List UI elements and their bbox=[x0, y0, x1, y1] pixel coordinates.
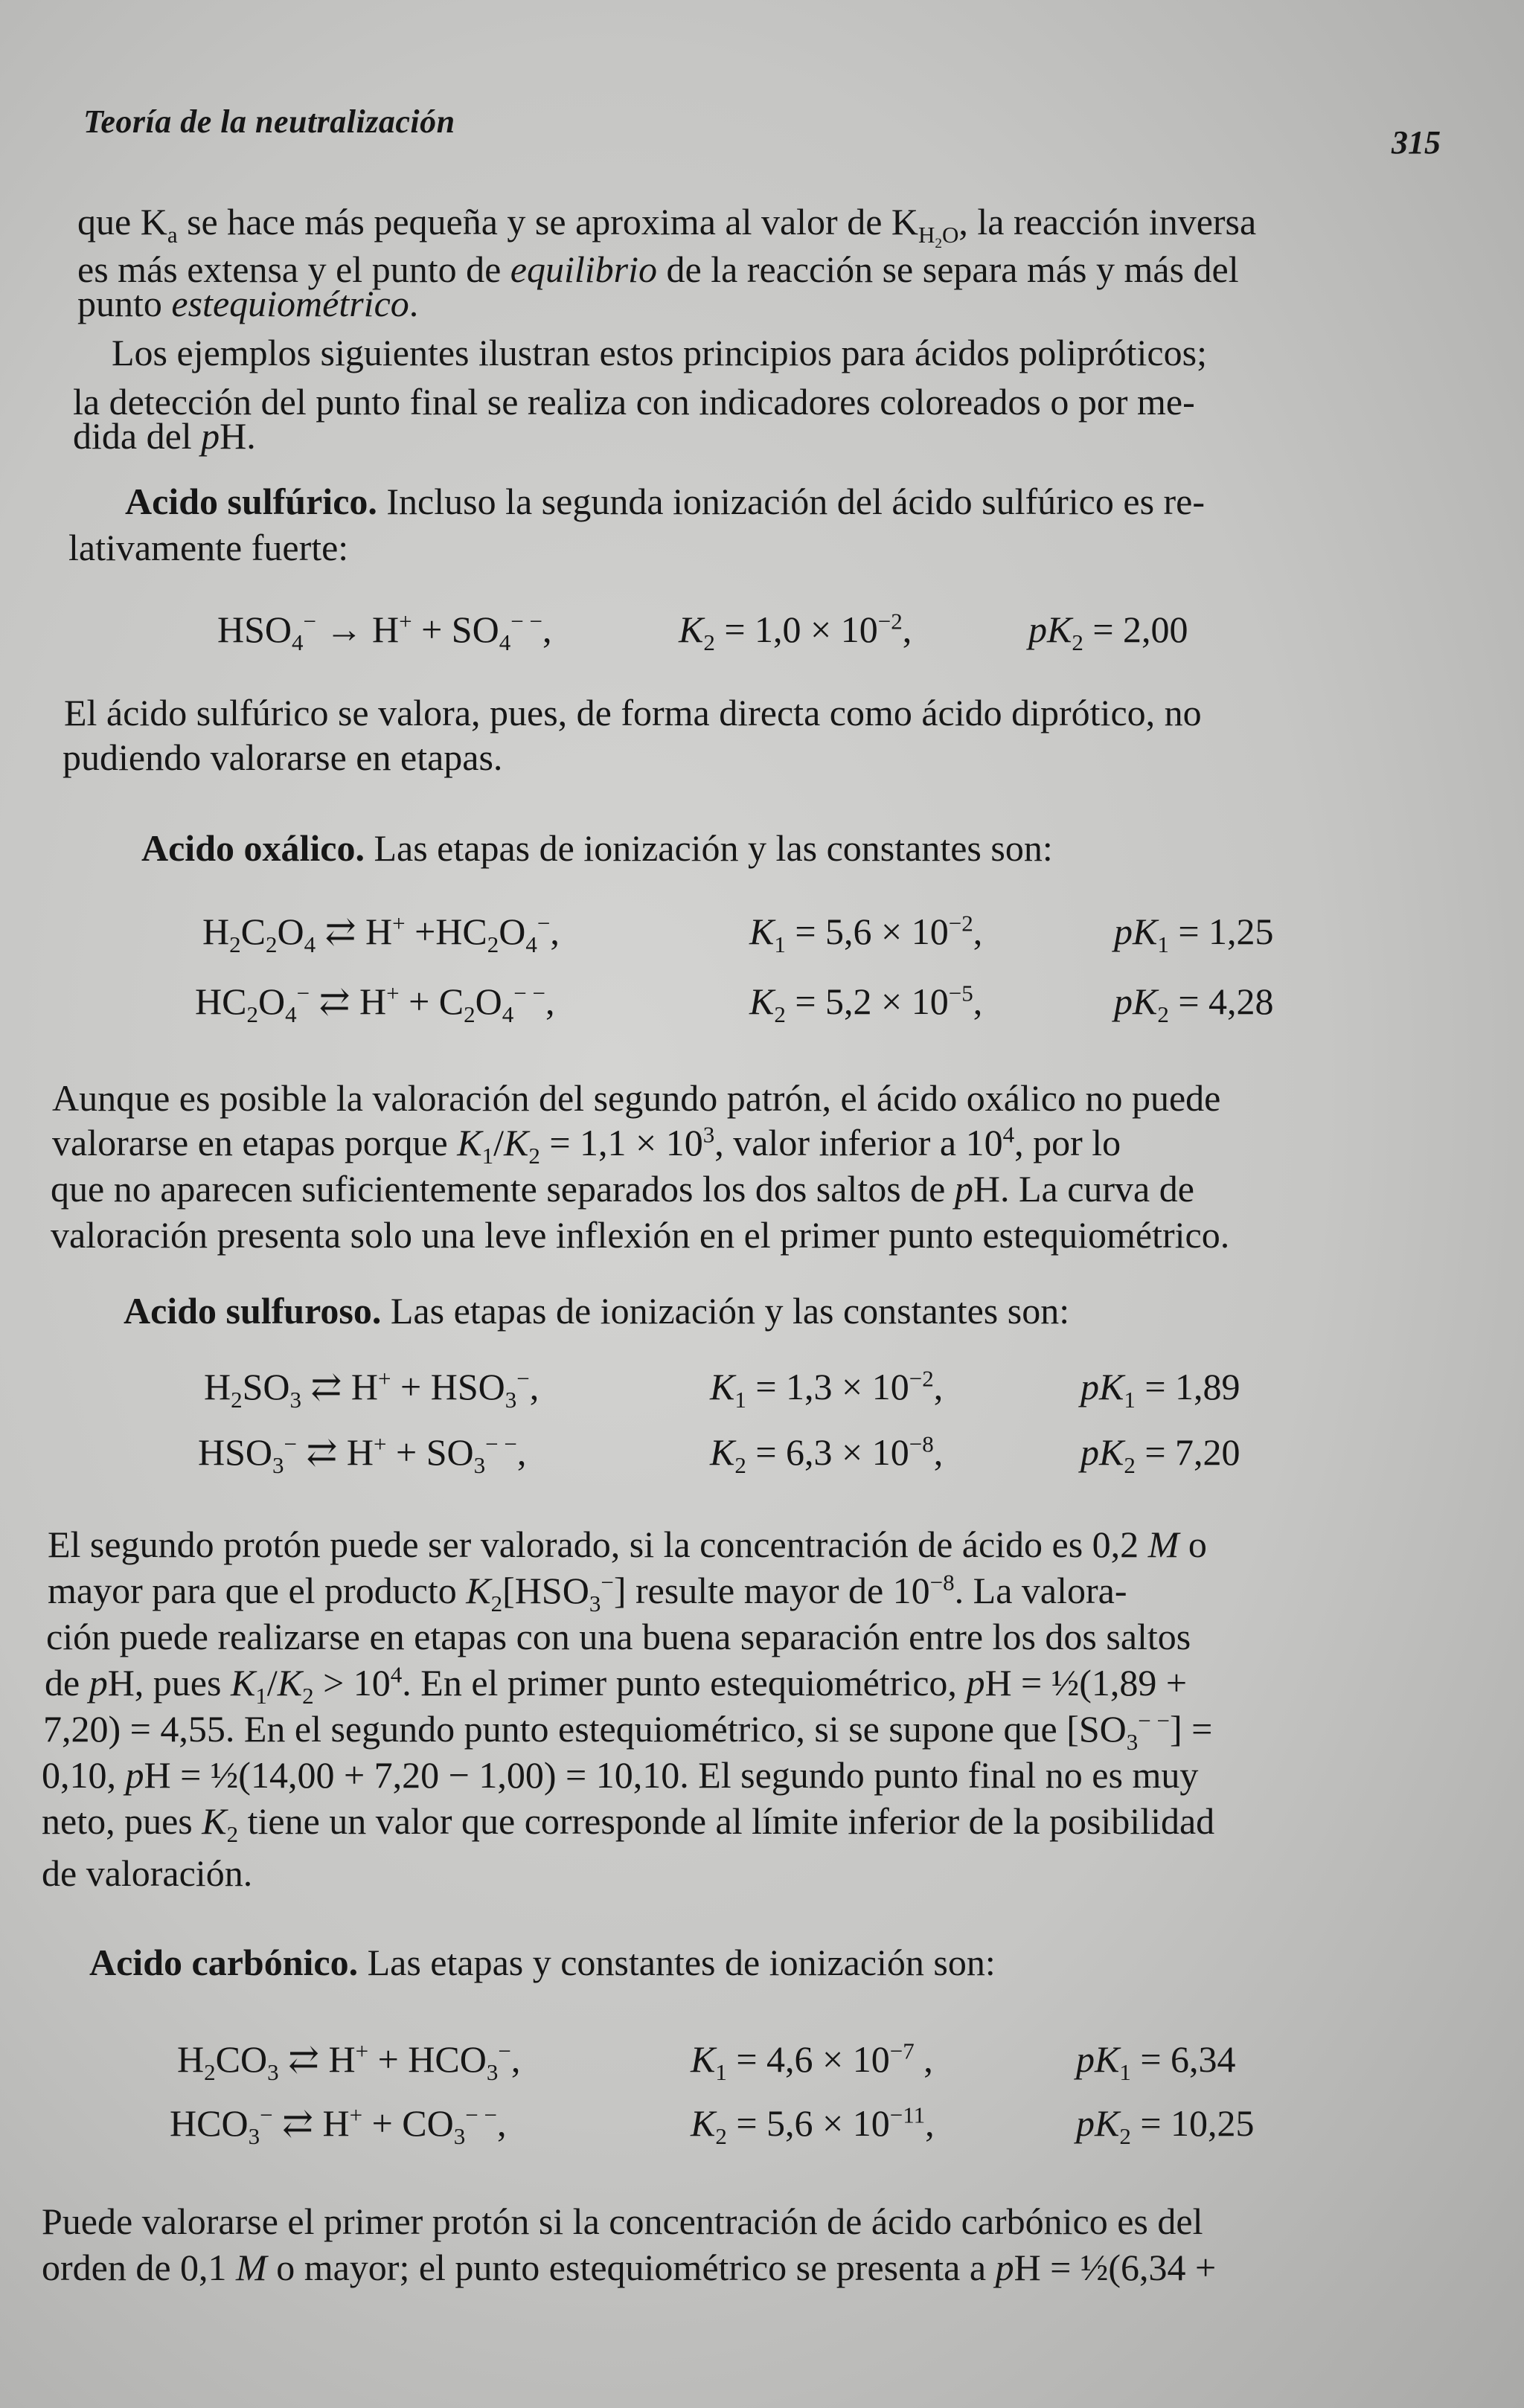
reaction: $H_2CO_3$ ⇄ $H^+ + HCO_3^-$, bbox=[177, 2038, 521, 2085]
section-sulfuroso-heading: Acido sulfuroso. Las etapas de ionización y las constantes son: bbox=[124, 1290, 1070, 1332]
page-number: 315 bbox=[1392, 124, 1441, 161]
constant-pk: $pK_2 = 10,25$ bbox=[1076, 2102, 1255, 2149]
equation-carbonico-2 bbox=[170, 2102, 1255, 2149]
equation-sulfuroso-2 bbox=[198, 1431, 1240, 1478]
section-oxalico-heading: Acido oxálico. Las etapas de ionización y las constantes son: bbox=[141, 827, 1053, 869]
equation-oxalico-1 bbox=[202, 910, 1274, 957]
text-line: lativamente fuerte: bbox=[68, 527, 349, 568]
constant-pk: $pK_2 = 2,00$ bbox=[1028, 609, 1188, 655]
text-line: Aunque es posible la valoración del segundo patrón, el ácido oxálico no puede bbox=[52, 1077, 1221, 1119]
text-line: la detección del punto final se realiza con indicadores coloreados o por me- bbox=[73, 381, 1195, 423]
text-line: que $K_a$ se hace más pequeña y se aproxima al valor de $K_{H_2O}$, la reacción inversa bbox=[77, 201, 1257, 252]
equation-sulfuroso-1 bbox=[204, 1365, 1240, 1413]
text-line: ción puede realizarse en etapas con una buena separación entre los dos saltos bbox=[46, 1616, 1191, 1657]
constant-k: $K_2 = 5,2 \times 10^{-5}$, bbox=[749, 980, 983, 1027]
text-line: El segundo protón puede ser valorado, si la concentración de ácido es 0,2 M o bbox=[48, 1524, 1207, 1565]
reaction: $HSO_4^- \to H^+ + SO_4^{- -}$, bbox=[217, 608, 552, 655]
constant-k: $K_2 = 6,3 \times 10^{-8}$, bbox=[710, 1431, 944, 1478]
text-line: valoración presenta solo una leve inflexión en el primer punto estequiométrico. bbox=[51, 1214, 1230, 1256]
text-line: orden de 0,1 M o mayor; el punto estequiométrico se presenta a pH = ½(6,34 + bbox=[42, 2247, 1217, 2288]
text-line: 0,10, pH = ½(14,00 + 7,20 − 1,00) = 10,10. El segundo punto final no es muy bbox=[42, 1754, 1199, 1796]
equation-oxalico-2 bbox=[195, 980, 1274, 1027]
reaction: $HC_2O_4^-$ ⇄ $H^+ + C_2O_4^{- -}$, bbox=[195, 980, 555, 1027]
section-sulfurico-heading: Acido sulfúrico. Incluso la segunda ionización del ácido sulfúrico es re- bbox=[125, 481, 1206, 522]
text-line: El ácido sulfúrico se valora, pues, de forma directa como ácido diprótico, no bbox=[64, 692, 1202, 733]
reaction: $H_2SO_3$ ⇄ $H^+ + HSO_3^-$, bbox=[204, 1365, 540, 1413]
constant-pk: $pK_1 = 6,34$ bbox=[1076, 2038, 1236, 2085]
text-line: Los ejemplos siguientes ilustran estos principios para ácidos polipróticos; bbox=[74, 332, 1207, 373]
reaction: $HSO_3^-$ ⇄ $H^+ + SO_3^{- -}$, bbox=[198, 1431, 527, 1478]
text-line: que no aparecen suficientemente separados los dos saltos de pH. La curva de bbox=[51, 1168, 1194, 1210]
text-line: valorarse en etapas porque $K_1/K_2 = 1,1 \times 10^3$, valor inferior a $10^4$, por lo bbox=[52, 1121, 1121, 1169]
text-line: de valoración. bbox=[42, 1852, 253, 1894]
text-line: es más extensa y el punto de equilibrio de la reacción se separa más y más del bbox=[77, 248, 1239, 290]
text-line: mayor para que el producto $K_2[HSO_3^-]$ resulte mayor de $10^{-8}$. La valora- bbox=[48, 1569, 1127, 1616]
running-title: Teoría de la neutralización bbox=[83, 103, 455, 140]
constant-k: $K_1 = 4,6 \times 10^{-7}$ , bbox=[691, 2038, 933, 2085]
constant-pk: $pK_2 = 4,28$ bbox=[1114, 980, 1274, 1027]
constant-pk: $pK_1 = 1,89$ bbox=[1080, 1366, 1240, 1413]
text-line: punto estequiométrico. bbox=[77, 283, 419, 324]
reaction: $H_2C_2O_4$ ⇄ $H^+ +HC_2O_4^-$, bbox=[202, 910, 560, 957]
constant-pk: $pK_2 = 7,20$ bbox=[1080, 1431, 1240, 1478]
text-line: pudiendo valorarse en etapas. bbox=[63, 736, 503, 778]
constant-k: $K_1 = 5,6 \times 10^{-2}$, bbox=[749, 910, 983, 957]
text-line: neto, pues $K_2$ tiene un valor que corresponde al límite inferior de la posibilidad bbox=[42, 1800, 1215, 1847]
text-line: de pH, pues $K_1/K_2 > 10^4$. En el primer punto estequiométrico, pH = ½(1,89 + bbox=[45, 1661, 1188, 1709]
constant-k: $K_1 = 1,3 \times 10^{-2}$, bbox=[710, 1365, 944, 1413]
section-carbonico-heading: Acido carbónico. Las etapas y constantes de ionización son: bbox=[89, 1942, 996, 1983]
text-line: 7,20) = 4,55. En el segundo punto estequiométrico, si se supone que $[SO_3^{- -}]$ = bbox=[43, 1707, 1213, 1755]
constant-k: $K_2 = 5,6 \times 10^{-11}$, bbox=[691, 2102, 935, 2149]
constant-k: $K_2 = 1,0 \times 10^{-2}$, bbox=[679, 608, 912, 655]
equation-sulfurico-1 bbox=[217, 608, 1188, 655]
constant-pk: $pK_1 = 1,25$ bbox=[1114, 911, 1274, 957]
text-line: Puede valorarse el primer protón si la concentración de ácido carbónico es del bbox=[42, 2200, 1203, 2242]
equation-carbonico-1 bbox=[177, 2038, 1236, 2085]
reaction: $HCO_3^-$ ⇄ $H^+ + CO_3^{- -}$, bbox=[170, 2102, 507, 2149]
text-line: dida del pH. bbox=[73, 415, 256, 457]
